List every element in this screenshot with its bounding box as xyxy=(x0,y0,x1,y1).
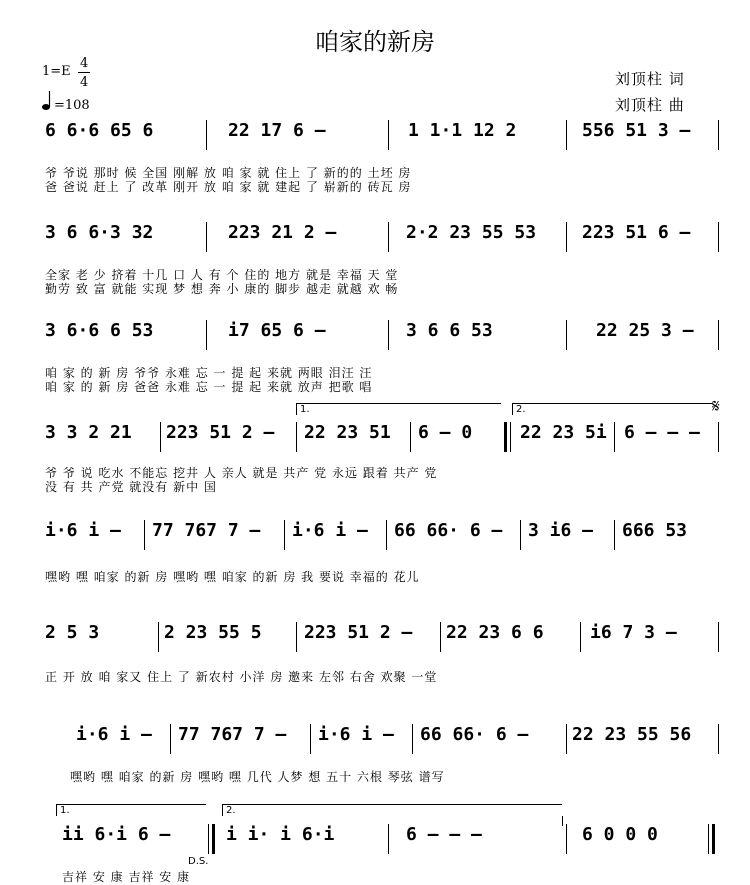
volta-bracket-2 xyxy=(512,403,712,404)
lyrics-verse-2: 咱 家 的 新 房 爸爸 永难 忘 一 提 起 来就 放声 把歌 唱 xyxy=(45,380,373,394)
page-title: 咱家的新房 xyxy=(315,28,435,56)
measure: 6 – 0 xyxy=(418,422,473,443)
lyrics-verse-1: 爷 爷说 那时 候 全国 刚解 放 咱 家 就 住上 了 新的的 土坯 房 xyxy=(45,166,412,180)
barline xyxy=(614,422,615,452)
barline xyxy=(708,824,709,854)
measure: 3 i6 – xyxy=(528,520,594,541)
lyrics-verse-1: 正 开 放 咱 家又 住上 了 新农村 小洋 房 邀来 左邻 右舍 欢聚 一堂 xyxy=(45,670,438,684)
barline xyxy=(388,222,389,252)
tempo-marking: =108 xyxy=(54,98,90,113)
measure: i7 65 6 – xyxy=(228,320,326,341)
volta-1-label: 1. xyxy=(300,404,310,415)
measure: 22 17 6 – xyxy=(228,120,326,141)
barline xyxy=(208,824,209,854)
lyrics-verse-1: 全家 老 少 挤着 十几 口 人 有 个 住的 地方 就是 幸福 天 堂 xyxy=(45,268,399,282)
barline xyxy=(386,520,387,550)
barline xyxy=(718,120,719,150)
barline xyxy=(388,320,389,350)
measure: ii 6·i 6 – xyxy=(62,824,171,845)
measure: 66 66· 6 – xyxy=(394,520,503,541)
barline xyxy=(566,724,567,754)
barline xyxy=(566,320,567,350)
lyrics-verse-1: 嘿哟 嘿 咱家 的新 房 嘿哟 嘿 几代 人梦 想 五十 六根 琴弦 谱写 xyxy=(70,770,445,784)
measure: i·6 i – xyxy=(45,520,121,541)
volta-1-final-label: 1. xyxy=(60,805,70,816)
measure: 77 767 7 – xyxy=(178,724,287,745)
measure: 223 51 2 – xyxy=(166,422,275,443)
lyrics-verse-1: 吉祥 安 康 吉祥 安 康 xyxy=(62,870,191,884)
barline xyxy=(158,622,159,652)
lyrics-verse-2: 爸 爸说 赶上 了 改革 刚开 放 咱 家 就 建起 了 崭新的 砖瓦 房 xyxy=(45,180,412,194)
measure: 3 6·6 6 53 xyxy=(45,320,154,341)
barline xyxy=(440,622,441,652)
lyrics-verse-1: 咱 家 的 新 房 爷爷 永难 忘 一 提 起 来就 两眼 泪汪 汪 xyxy=(45,366,373,380)
measure: 2 23 55 5 xyxy=(164,622,262,643)
barline xyxy=(310,724,311,754)
barline xyxy=(510,422,511,452)
lyrics-verse-1: 爷 爷 说 吃水 不能忘 挖井 人 亲人 就是 共产 党 永远 跟着 共产 党 xyxy=(45,466,438,480)
measure: 3 3 2 21 xyxy=(45,422,132,443)
barline xyxy=(566,222,567,252)
barline xyxy=(718,422,719,452)
measure: 6 – – – xyxy=(406,824,482,845)
measure: 2 5 3 xyxy=(45,622,100,643)
volta-bracket-2-final-edge xyxy=(222,804,223,816)
barline xyxy=(614,520,615,550)
barline xyxy=(718,320,719,350)
measure: 3 6 6·3 32 xyxy=(45,222,154,243)
measure: 6 6·6 65 6 xyxy=(45,120,154,141)
measure: 22 23 5i xyxy=(520,422,607,443)
quarter-note-icon xyxy=(42,90,52,116)
measure: 3 6 6 53 xyxy=(406,320,493,341)
measure: 22 23 51 xyxy=(304,422,391,443)
barline xyxy=(206,120,207,150)
volta-bracket-2-edge xyxy=(512,403,513,415)
lyricist-credit: 刘顶柱 词 xyxy=(615,70,685,88)
key-signature: 1=E xyxy=(42,64,71,79)
volta-2-label: 2. xyxy=(516,404,526,415)
composer-credit: 刘顶柱 曲 xyxy=(615,96,685,114)
barline xyxy=(206,222,207,252)
barline xyxy=(718,724,719,754)
volta-bracket-1-final xyxy=(56,804,206,805)
measure: i·6 i – xyxy=(318,724,394,745)
barline xyxy=(566,120,567,150)
volta-bracket-2-final xyxy=(222,804,562,805)
measure: 223 21 2 – xyxy=(228,222,337,243)
measure: 77 767 7 – xyxy=(152,520,261,541)
measure: 22 25 3 – xyxy=(596,320,694,341)
barline xyxy=(160,422,161,452)
measure: 223 51 6 – xyxy=(582,222,691,243)
barline xyxy=(296,422,297,452)
measure: i·6 i – xyxy=(292,520,368,541)
time-signature-denominator: 4 xyxy=(80,75,89,90)
volta-bracket-1-final-edge xyxy=(56,804,57,816)
lyrics-verse-1: 嘿哟 嘿 咱家 的新 房 嘿哟 嘿 咱家 的新 房 我 要说 幸福的 花儿 xyxy=(45,570,420,584)
final-barline xyxy=(712,824,715,854)
segno-icon: 𝄋 xyxy=(712,396,720,417)
barline xyxy=(566,824,567,854)
barline xyxy=(520,520,521,550)
measure: 6 – – – xyxy=(624,422,700,443)
barline xyxy=(296,622,297,652)
lyrics-verse-2: 勤劳 致 富 就能 实现 梦 想 奔 小 康的 脚步 越走 就越 欢 畅 xyxy=(45,282,399,296)
measure: 556 51 3 – xyxy=(582,120,691,141)
measure: 22 23 55 56 xyxy=(572,724,692,745)
volta-bracket-1-edge xyxy=(296,403,297,415)
volta-2-final-label: 2. xyxy=(226,805,236,816)
dal-segno-marking: D.S. xyxy=(188,856,209,867)
barline xyxy=(580,622,581,652)
barline xyxy=(144,520,145,550)
measure: 66 66· 6 – xyxy=(420,724,529,745)
measure: 666 53 xyxy=(622,520,688,541)
measure: 223 51 2 – xyxy=(304,622,413,643)
barline xyxy=(284,520,285,550)
barline xyxy=(412,724,413,754)
measure: i·6 i – xyxy=(76,724,152,745)
barline xyxy=(388,120,389,150)
barline xyxy=(206,320,207,350)
time-signature-numerator: 4 xyxy=(80,56,89,71)
barline xyxy=(388,824,389,854)
measure: 6 0 0 0 xyxy=(582,824,658,845)
repeat-barline xyxy=(504,422,507,452)
repeat-barline xyxy=(212,824,215,854)
barline xyxy=(410,422,411,452)
measure: 22 23 6 6 xyxy=(446,622,544,643)
lyrics-verse-2: 没 有 共 产党 就没有 新中 国 xyxy=(45,480,217,494)
barline xyxy=(170,724,171,754)
volta-bracket-1 xyxy=(296,403,501,404)
barline xyxy=(718,622,719,652)
time-signature-divider xyxy=(78,72,90,73)
measure: 1 1·1 12 2 xyxy=(408,120,517,141)
measure: i6 7 3 – xyxy=(590,622,677,643)
measure: 2·2 23 55 53 xyxy=(406,222,537,243)
barline xyxy=(718,222,719,252)
measure: i i· i 6·i xyxy=(226,824,335,845)
